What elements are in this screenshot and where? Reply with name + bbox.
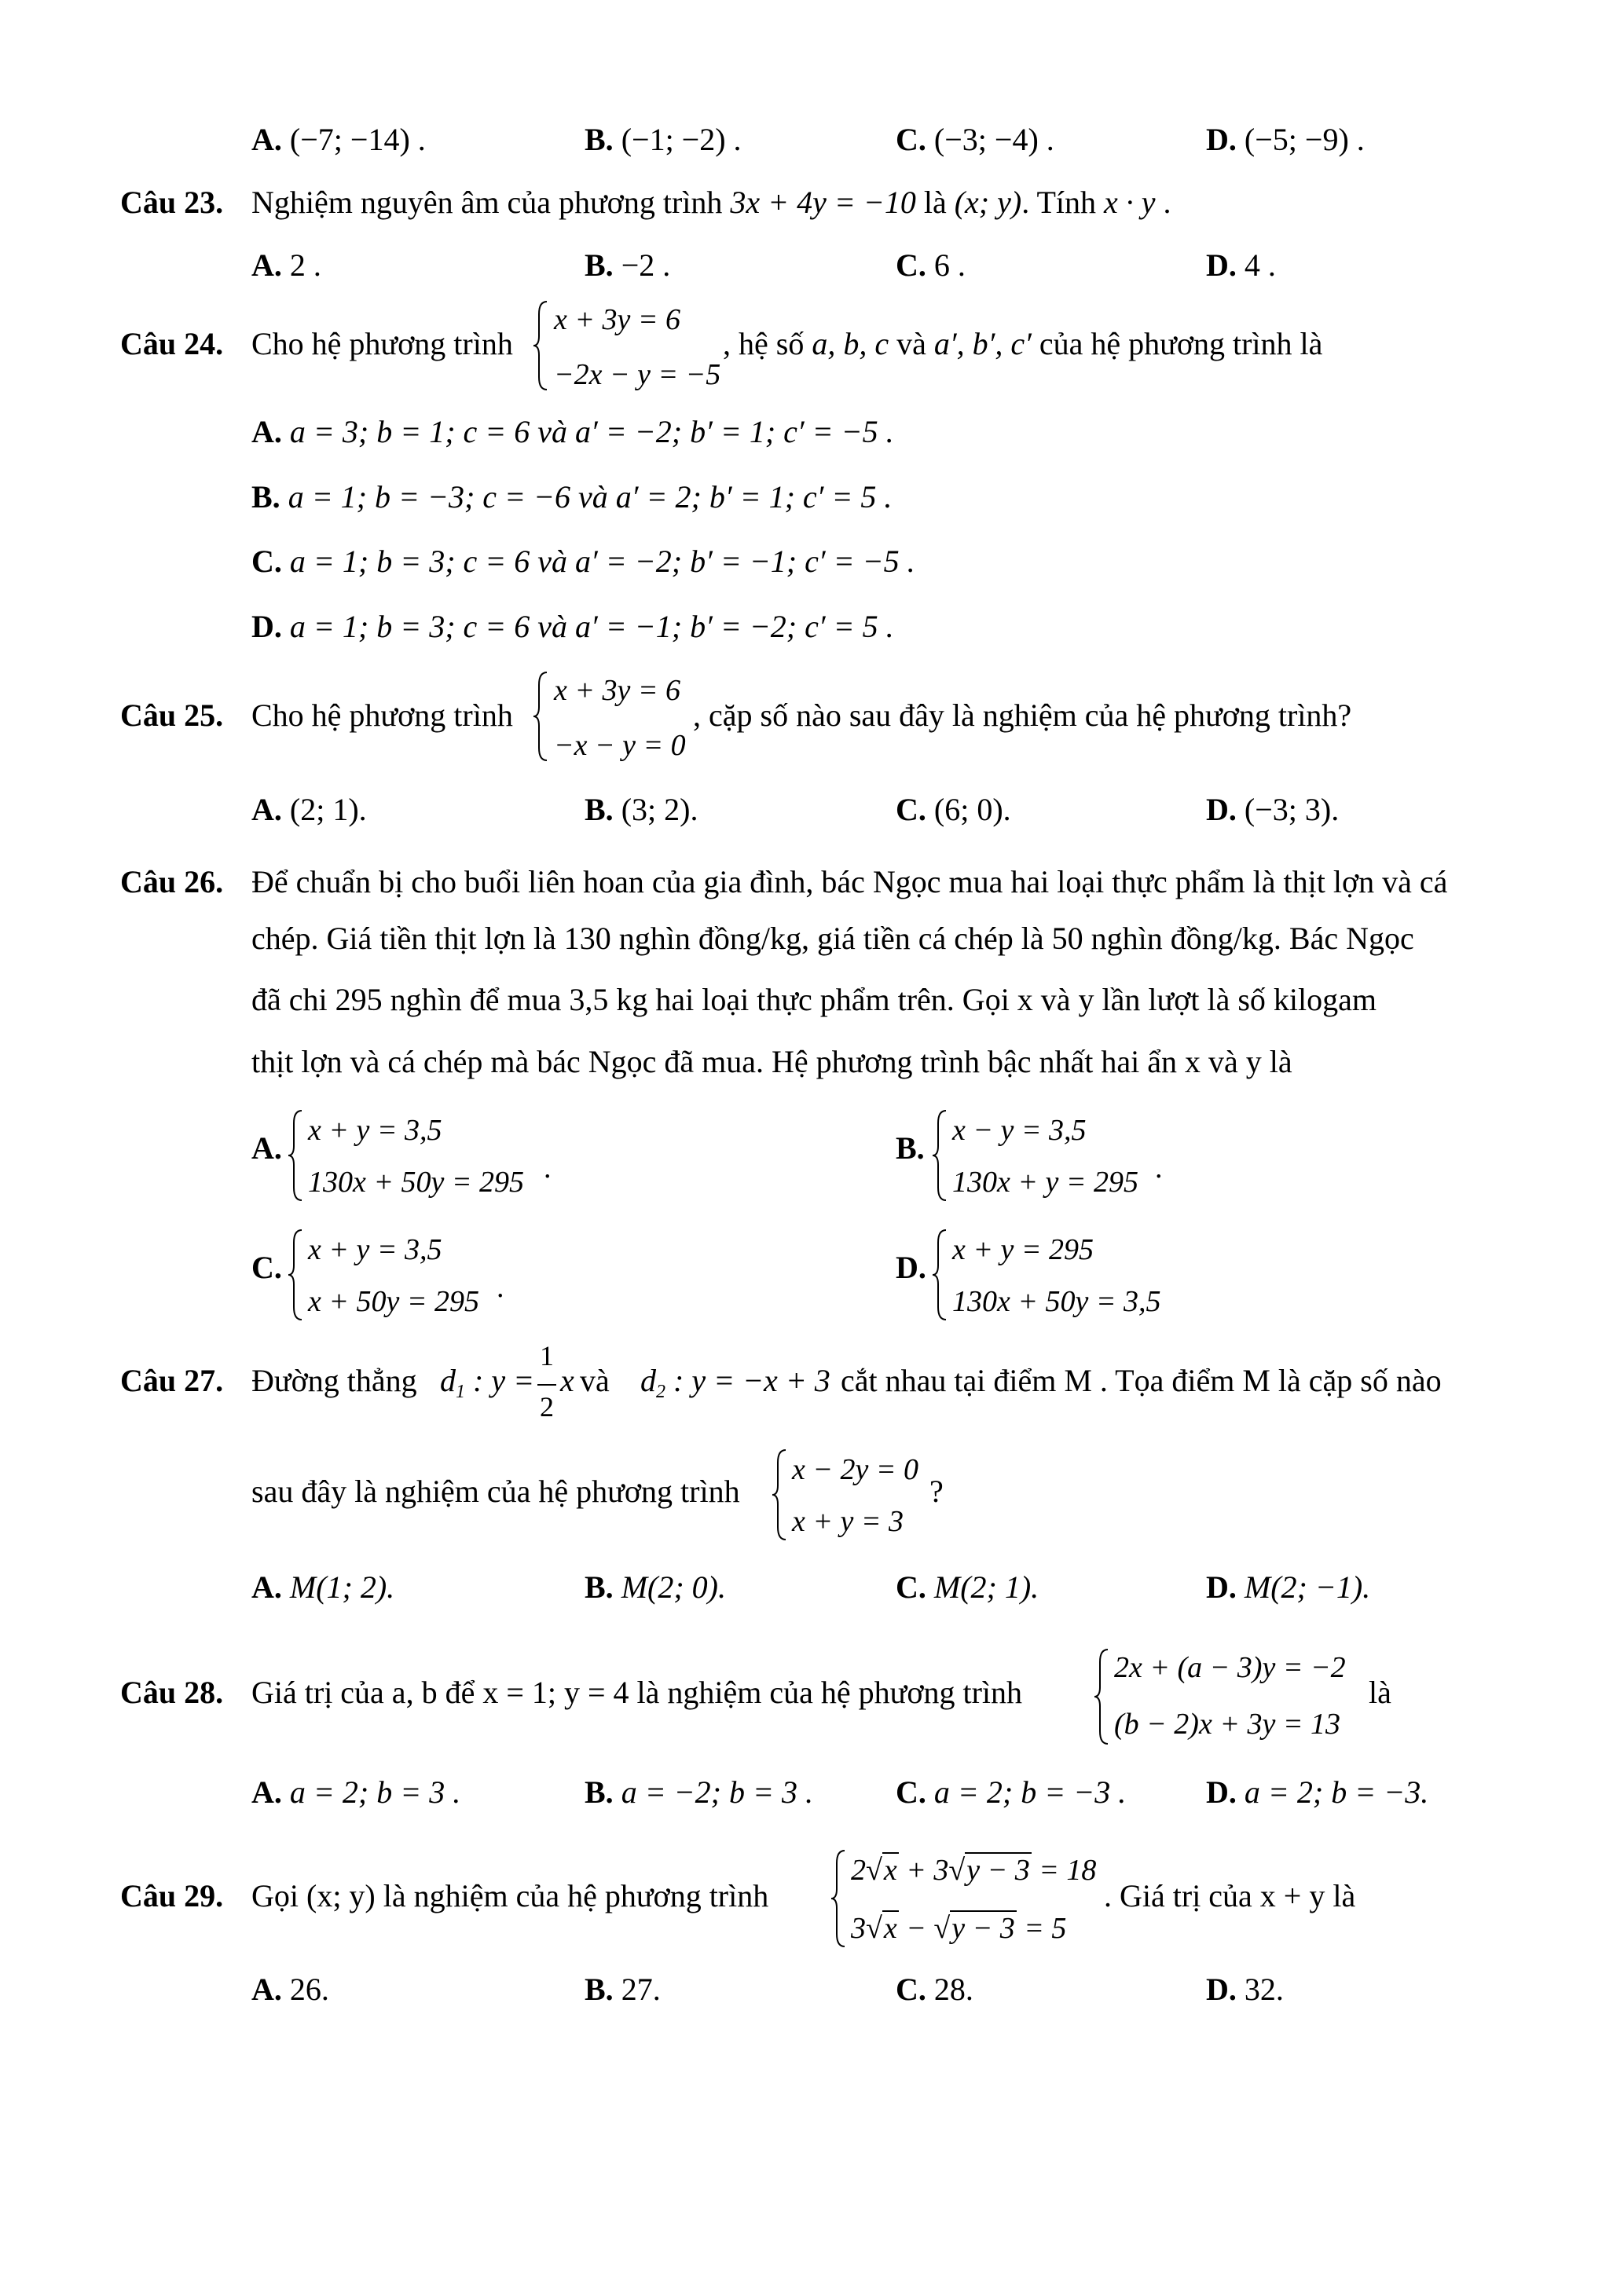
q23-option-b: B. −2 . <box>585 247 671 283</box>
question-line-3: đã chi 295 nghìn để mua 3,5 kg hai loại thực phẩm trên. Gọi x và y lần lượt là số kilogam <box>251 982 1377 1017</box>
q28-option-b: B. a = −2; b = 3 . <box>585 1774 813 1810</box>
left-brace-icon <box>286 1108 306 1203</box>
question-text-end: là <box>1369 1675 1391 1710</box>
question-label: Câu 24. <box>120 326 224 361</box>
fraction-numerator: 1 <box>540 1340 554 1371</box>
question-line-2: chép. Giá tiền thịt lợn là 130 nghìn đồng/kg, giá tiền cá chép là 50 nghìn đồng/kg. Bác Ngọc <box>251 921 1414 956</box>
q24-option-c: C. a = 1; b = 3; c = 6 và a′ = −2; b′ = −1; c′ = −5 . <box>251 544 915 579</box>
question-mark: ? <box>929 1474 944 1509</box>
q24-option-d: D. a = 1; b = 3; c = 6 và a′ = −1; b′ = −2; c′ = 5 . <box>251 609 894 644</box>
left-brace-icon <box>286 1227 306 1323</box>
left-brace-icon <box>1092 1646 1113 1747</box>
q29-option-d: D. 32. <box>1206 1972 1284 2007</box>
question-line-4: thịt lợn và cá chép mà bác Ngọc đã mua. Hệ phương trình bậc nhất hai ẩn x và y là <box>251 1044 1292 1079</box>
q28-option-c: C. a = 2; b = −3 . <box>896 1774 1127 1810</box>
q22-option-c: C. (−3; −4) . <box>896 122 1054 157</box>
question-text-end: . Giá trị của x + y là <box>1104 1878 1356 1913</box>
line-d1-x: x <box>560 1363 574 1398</box>
document-page: A. (−7; −14) . B. (−1; −2) . C. (−3; −4) . D. (−5; −9) . Câu 23. Nghiệm nguyên âm của phương trình 3x + 4y = −10 là (x; y). Tính x · y . A. 2 . B. −2 . C. 6 . D. 4 . Câu 24. Cho hệ phương trình x + 3y = 6 −2x − y = −5 , hệ số a, b, c và a′, b′, c′ của hệ phương trình là A. a = 3; b = 1; c = 6 và a′ = −2; b′ = 1; c′ = −5 . B. a = 1; b = −3; c = −6 và a′ = 2; b′ = 1; c′ = 5 . C. a = 1; b = 3; c = 6 và a′ = −2; b′ = −1; c′ = −5 . D. a = 1; b = 3; c = 6 và a′ = −1; b′ = −2; c′ = 5 . Câu 25. Cho hệ phương trình x + 3y = 6 −x − y = 0 , cặp số nào sau đây là nghiệm của hệ phương trình? A. (2; 1). B. (3; 2). C. (6; 0). D. (−3; 3). Câu 26. Để chuẩn bị cho buổi liên hoan của gia đình, bác Ngọc mua hai loại thực phẩm là thịt lợn và cá chép. Giá tiền thịt lợn là 130 nghìn đồng/kg, giá tiền cá chép là 50 nghìn đồng/kg. Bác Ngọc đã chi 295 nghìn để mua 3,5 kg hai loại thực phẩm trên. Gọi x và y lần lượt là số kilogam thịt lợn và cá chép mà bác Ngọc đã mua. Hệ phương trình bậc nhất hai ẩn x và y là A. x + y = 3,5 130x + 50y = 295 . B. x − y = 3,5 130x + y = 295 . C. x + y = 3,5 x + 50y = 295 . D. x + y = 295 130x + 50y = 3,5 Câu 27. Đường thẳng $d_1$ : y = 1 2 x và $d_2$ : y = −x + 3 cắt nhau tại điểm M . Tọa điểm M là cặp số nào sau đây là nghiệm của hệ phương trình x − 2y = 0 x + y = 3 ? A. M(1; 2). B. M(2; 0). C. M(2; 1). D. M(2; −1). Câu 28. Giá trị của a, b để x = 1; y = 4 là nghiệm của hệ phương trình 2x + (a − 3)y = −2 (b − 2)x + 3y = 13 là A. a = 2; b = 3 . B. a = −2; b = 3 . C. a = 2; b = −3 . D. a = 2; b = −3. Câu 29. Gọi (x; y) là nghiệm của hệ phương trình 2√x + 3√y − 3 = 18 3√x − √y − 3 = 5 . Giá trị của x + y là A. 26. B. 27. C. 28. D. 32. <box>0 0 1624 2296</box>
question-text-start: Cho hệ phương trình <box>251 326 513 361</box>
line-d2: $d_2$ : y = −x + 3 <box>640 1363 830 1402</box>
q29-option-b: B. 27. <box>585 1972 661 2007</box>
system-line-2: (b − 2)x + 3y = 13 <box>1114 1708 1340 1741</box>
question-text-end: , hệ số a, b, c và a′, b′, c′ của hệ phương trình là <box>723 326 1323 361</box>
left-brace-icon <box>770 1447 790 1543</box>
line-d1: $d_1$ : y = <box>440 1363 535 1402</box>
q22-option-a: A. (−7; −14) . <box>251 122 426 157</box>
q24-option-a: A. a = 3; b = 1; c = 6 và a′ = −2; b′ = 1; c′ = −5 . <box>251 414 894 449</box>
q23-option-c: C. 6 . <box>896 247 966 283</box>
question-label: Câu 26. <box>120 864 224 899</box>
question-text-start: Đường thẳng <box>251 1363 417 1398</box>
q22-option-d: D. (−5; −9) . <box>1206 122 1365 157</box>
question-text-start: Giá trị của a, b để x = 1; y = 4 là nghiệm của hệ phương trình <box>251 1675 1023 1710</box>
q23-option-a: A. 2 . <box>251 247 321 283</box>
q22-option-b: B. (−1; −2) . <box>585 122 742 157</box>
system-line-2: x + y = 3 <box>792 1505 904 1538</box>
question-text-start: Gọi (x; y) là nghiệm của hệ phương trình <box>251 1878 769 1913</box>
q25-option-a: A. (2; 1). <box>251 792 367 827</box>
q24-option-b: B. a = 1; b = −3; c = −6 và a′ = 2; b′ = 1; c′ = 5 . <box>251 479 893 514</box>
question-text: Nghiệm nguyên âm của phương trình 3x + 4y = −10 là (x; y). Tính x · y . <box>251 185 1171 220</box>
q28-option-a: A. a = 2; b = 3 . <box>251 1774 461 1810</box>
question-label: Câu 27. <box>120 1363 224 1398</box>
q25-option-b: B. (3; 2). <box>585 792 698 827</box>
question-line-2: sau đây là nghiệm của hệ phương trình <box>251 1474 740 1509</box>
question-label: Câu 28. <box>120 1675 224 1710</box>
q27-option-a: A. M(1; 2). <box>251 1569 395 1605</box>
q23-option-d: D. 4 . <box>1206 247 1276 283</box>
system-line-2: −x − y = 0 <box>554 729 686 762</box>
left-brace-icon <box>930 1227 951 1323</box>
system-line-1: x + 3y = 6 <box>554 674 681 707</box>
system-line-1: x − 2y = 0 <box>792 1453 919 1486</box>
left-brace-icon <box>930 1108 951 1203</box>
fraction-bar <box>537 1384 556 1386</box>
question-text-end: , cặp số nào sau đây là nghiệm của hệ phương trình? <box>693 698 1352 733</box>
system-line-2: −2x − y = −5 <box>554 358 721 391</box>
q27-option-c: C. M(2; 1). <box>896 1569 1039 1605</box>
q25-option-d: D. (−3; 3). <box>1206 792 1340 827</box>
question-label: Câu 29. <box>120 1878 224 1913</box>
system-line-2: 3√x − √y − 3 = 5 <box>851 1912 1067 1945</box>
left-brace-icon <box>531 298 552 393</box>
question-label: Câu 25. <box>120 698 224 733</box>
fraction-denominator: 2 <box>540 1391 554 1423</box>
system-line-1: 2√x + 3√y − 3 = 18 <box>851 1854 1097 1887</box>
q29-option-c: C. 28. <box>896 1972 973 2007</box>
question-label: Câu 23. <box>120 185 224 220</box>
q28-option-d: D. a = 2; b = −3. <box>1206 1774 1429 1810</box>
q25-option-c: C. (6; 0). <box>896 792 1011 827</box>
system-line-1: 2x + (a − 3)y = −2 <box>1114 1651 1346 1684</box>
q27-option-b: B. M(2; 0). <box>585 1569 726 1605</box>
q27-option-d: D. M(2; −1). <box>1206 1569 1371 1605</box>
question-line-1: Để chuẩn bị cho buổi liên hoan của gia đình, bác Ngọc mua hai loại thực phẩm là thịt lợn và cá <box>251 864 1448 899</box>
system-line-1: x + 3y = 6 <box>554 303 681 336</box>
q29-option-a: A. 26. <box>251 1972 329 2007</box>
left-brace-icon <box>531 669 552 764</box>
left-brace-icon <box>829 1847 849 1950</box>
question-text-end: cắt nhau tại điểm M . Tọa điểm M là cặp số nào <box>841 1363 1442 1398</box>
text-va: và <box>580 1363 610 1398</box>
question-text-start: Cho hệ phương trình <box>251 698 513 733</box>
